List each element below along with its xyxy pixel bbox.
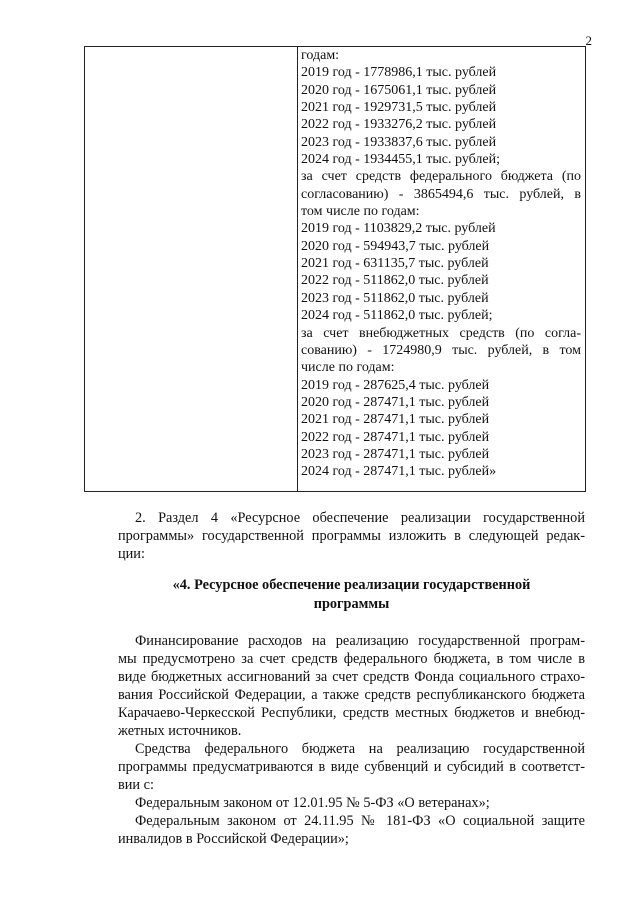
table-left-cell bbox=[85, 47, 298, 491]
table-line: 2019 год - 287625,4 тыс. рублей bbox=[301, 377, 490, 393]
paragraph-line: программы» государственной программы изложить в следующей редак- bbox=[118, 528, 585, 544]
table-line: за счет средств федерального бюджета (по bbox=[301, 169, 581, 185]
table-line: 2021 год - 631135,7 тыс. рублей bbox=[301, 256, 489, 272]
table-line: 2021 год - 287471,1 тыс. рублей bbox=[301, 412, 490, 428]
paragraph-line: программы предусматриваются в виде субвенций и субсидий в соответст- bbox=[118, 759, 585, 775]
paragraph-line: Федеральным законом от 12.01.95 № 5-ФЗ «О ветеранах»; bbox=[135, 795, 490, 811]
page-number: 2 bbox=[585, 33, 592, 48]
paragraph-line: ции: bbox=[118, 546, 145, 562]
paragraph-line: вии с: bbox=[118, 777, 154, 793]
paragraph-line: мы предусмотрено за счет средств федерального бюджета, в том числе в bbox=[118, 651, 585, 667]
table-right-cell bbox=[298, 47, 585, 491]
table-line: том числе по годам: bbox=[301, 204, 420, 220]
paragraph-line: вания Российской Федерации, а также средств республиканского бюджета bbox=[118, 687, 585, 703]
paragraph-line: инвалидов в Российской Федерации»; bbox=[118, 831, 349, 847]
table-line: 2022 год - 287471,1 тыс. рублей bbox=[301, 429, 490, 445]
table-line: 2020 год - 287471,1 тыс. рублей bbox=[301, 394, 490, 410]
table-line: 2023 год - 1933837,6 тыс. рублей bbox=[301, 134, 497, 150]
paragraph-line: Федеральным законом от 24.11.95 № 181-ФЗ «О социальной защите bbox=[135, 813, 585, 829]
federal-budget-paragraph bbox=[118, 740, 585, 794]
table-line: за счет внебюджетных средств (по согла- bbox=[301, 325, 581, 341]
table-line: 2021 год - 1929731,5 тыс. рублей bbox=[301, 100, 497, 116]
paragraph-line: виде бюджетных ассигнований за счет средств Фонда социального страхо- bbox=[118, 669, 585, 685]
table-line: числе по годам: bbox=[301, 360, 395, 376]
funding-paragraph bbox=[118, 632, 585, 740]
table-line: 2024 год - 287471,1 тыс. рублей» bbox=[301, 464, 497, 480]
heading-line: «4. Ресурсное обеспечение реализации государственной bbox=[172, 577, 531, 593]
table-line: 2022 год - 511862,0 тыс. рублей bbox=[301, 273, 489, 289]
table-line: 2020 год - 1675061,1 тыс. рублей bbox=[301, 82, 497, 98]
section-heading bbox=[118, 576, 585, 614]
table-line: 2023 год - 287471,1 тыс. рублей bbox=[301, 446, 490, 462]
paragraph-line: Финансирование расходов на реализацию государственной програм- bbox=[135, 633, 585, 649]
law-1-paragraph bbox=[118, 794, 585, 812]
table-line: 2023 год - 511862,0 тыс. рублей bbox=[301, 290, 489, 306]
law-2-paragraph bbox=[118, 812, 585, 848]
table-line: 2024 год - 511862,0 тыс. рублей; bbox=[301, 308, 493, 324]
table-line: 2019 год - 1103829,2 тыс. рублей bbox=[301, 221, 496, 237]
table-line: 2019 год - 1778986,1 тыс. рублей bbox=[301, 65, 497, 81]
paragraph-line: Карачаево-Черкесской Республики, средств местных бюджетов и внебюд- bbox=[118, 705, 585, 721]
item-2-paragraph bbox=[118, 509, 585, 563]
table-line: 2020 год - 594943,7 тыс. рублей bbox=[301, 238, 490, 254]
funding-table bbox=[84, 46, 586, 492]
table-line: согласованию) - 3865494,6 тыс. рублей, в bbox=[301, 186, 581, 202]
heading-line: программы bbox=[313, 596, 390, 612]
paragraph-line: Средства федерального бюджета на реализацию государственной bbox=[135, 741, 585, 757]
table-line: годам: bbox=[301, 48, 340, 63]
table-line: 2022 год - 1933276,2 тыс. рублей bbox=[301, 117, 497, 133]
table-line: 2024 год - 1934455,1 тыс. рублей; bbox=[301, 152, 501, 168]
paragraph-line: 2. Раздел 4 «Ресурсное обеспечение реализации государственной bbox=[135, 510, 585, 526]
table-line: сованию) - 1724980,9 тыс. рублей, в том bbox=[301, 342, 581, 358]
paragraph-line: жетных источников. bbox=[118, 723, 242, 739]
